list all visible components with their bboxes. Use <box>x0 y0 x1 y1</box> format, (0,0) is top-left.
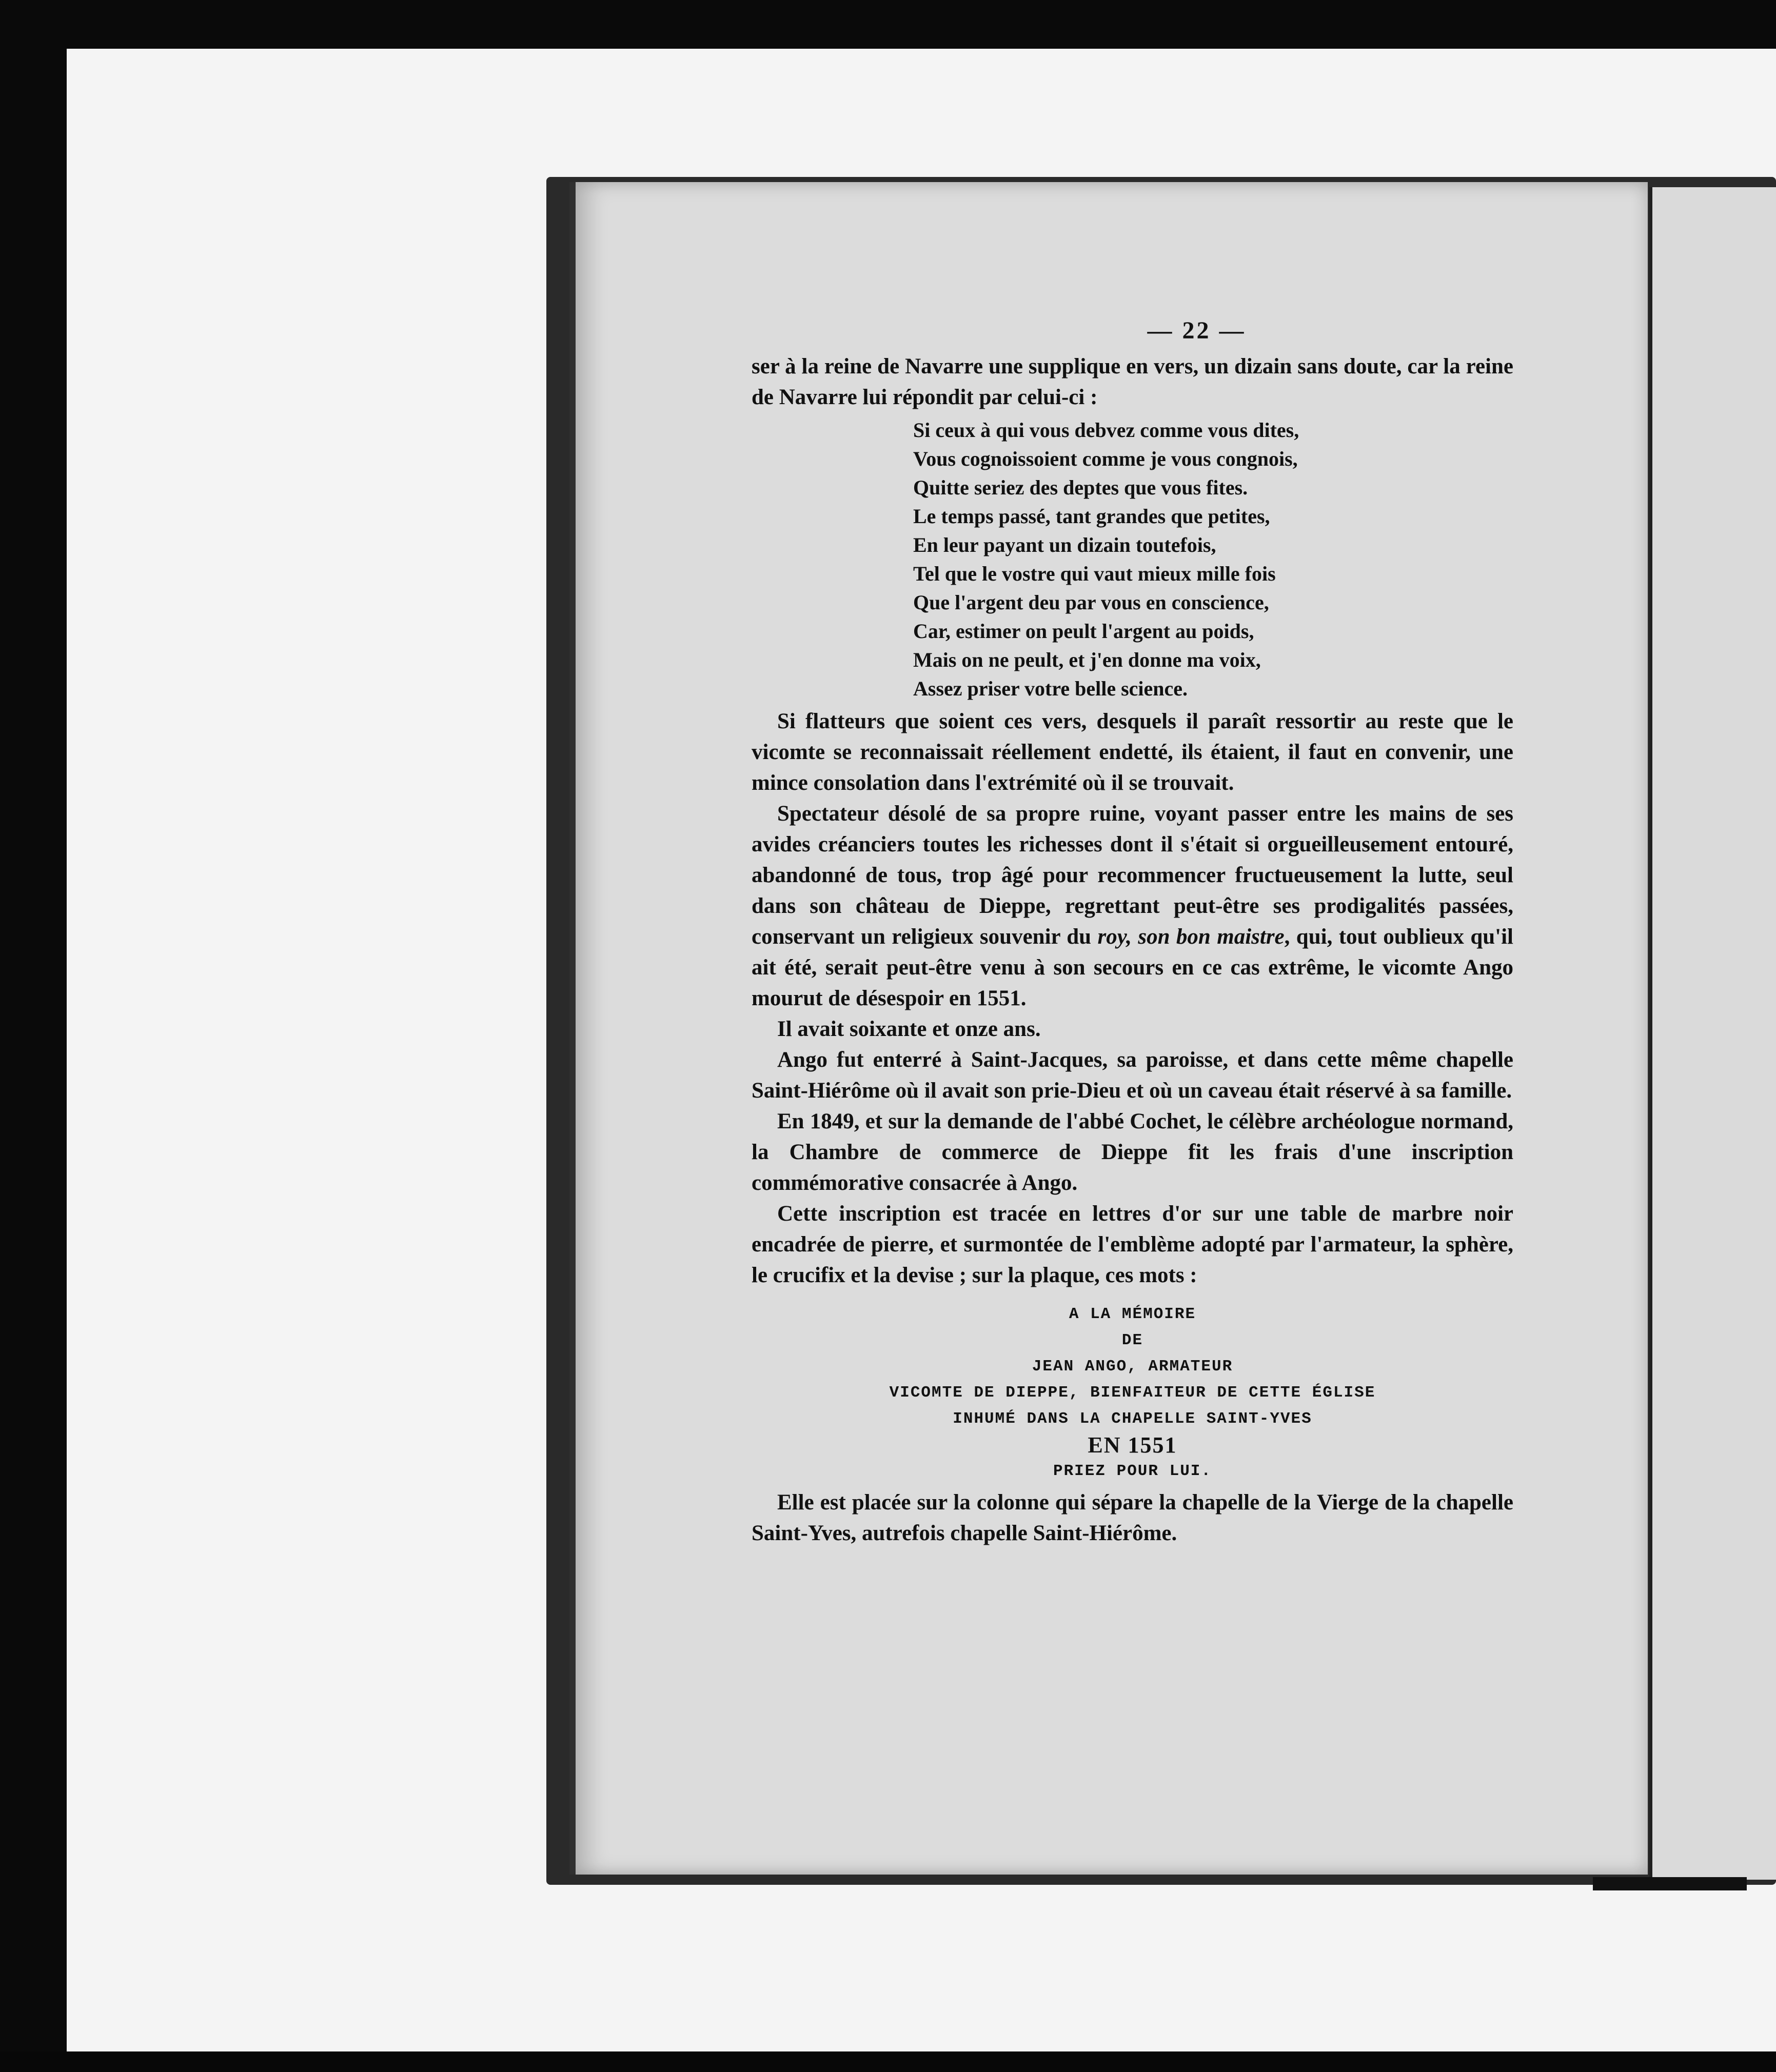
paragraph-burial: Ango fut enterré à Saint-Jacques, sa paroisse, et dans cette même chapelle Saint-Hiérôme où il avait son prie-Dieu et où un caveau était réservé à sa famille. <box>752 1048 1513 1103</box>
inscription-line: PRIEZ POUR LUI. <box>1053 1462 1212 1480</box>
paragraph-1849: En 1849, et sur la demande de l'abbé Cochet, le célèbre archéologue normand, la Chambre de commerce de Dieppe fit les frais d'une inscription commémorative consacrée à Ango. <box>752 1109 1513 1195</box>
poem-line: Quitte seriez des deptes que vous fites. <box>913 476 1248 499</box>
inscription-line: DE <box>1121 1331 1143 1349</box>
poem-line: Le temps passé, tant grandes que petites, <box>913 505 1270 528</box>
inscription-line: A LA MÉMOIRE <box>1069 1305 1196 1323</box>
inscription-line: JEAN ANGO, ARMATEUR <box>1032 1358 1233 1376</box>
poem-line: Que l'argent deu par vous en conscience, <box>913 591 1269 614</box>
paragraph-age: Il avait soixante et onze ans. <box>777 1017 1041 1041</box>
memorial-inscription <box>752 1301 1513 1484</box>
poem-line: Car, estimer on peult l'argent au poids, <box>913 620 1254 643</box>
paragraph-spectateur-part2: , qui, tout oublieux qu'il ait été, serait peut-être venu à son secours en ce cas extrême, le vicomte Ango mourut de désespoir en 1551. <box>752 925 1513 1010</box>
inscription-year: EN 1551 <box>1088 1432 1177 1458</box>
poem-line: Vous cognoissoient comme je vous congnois, <box>913 447 1298 470</box>
paragraph-spectateur-part1: Spectateur désolé de sa propre ruine, voyant passer entre les mains de ses avides créanciers toutes les richesses dont il s'était si orgueilleusement entouré, abandonné de tous, trop âgé pour recommencer fructueusement la lutte, seul dans son château de Dieppe, regrettant peut-être ses prodigalités passées, conservant un religieux souvenir du <box>752 802 1513 949</box>
inscription-line: INHUMÉ DANS LA CHAPELLE SAINT-YVES <box>953 1410 1312 1428</box>
opening-paragraph: ser à la reine de Navarre une supplique en vers, un dizain sans doute, car la reine de Navarre lui répondit par celui-ci : <box>752 354 1513 409</box>
poem-line: En leur payant un dizain toutefois, <box>913 533 1216 556</box>
poem-line: Tel que le vostre qui vaut mieux mille fois <box>913 562 1276 585</box>
right-page-bottom-shadow <box>1593 1877 1747 1890</box>
page-number: — 22 — <box>1147 317 1246 344</box>
paragraph-spectateur-italic: roy, son bon maistre <box>1097 925 1285 949</box>
paragraph-flatteurs: Si flatteurs que soient ces vers, desquels il paraît ressortir au reste que le vicomte se reconnaissait réellement endetté, ils étaient, il faut en convenir, une mince consolation dans l'extrémité où il se trouvait. <box>752 709 1513 795</box>
dizain-poem <box>913 416 1513 703</box>
paragraph-placement: Elle est placée sur la colonne qui sépare la chapelle de la Vierge de la chapelle Saint-Yves, autrefois chapelle Saint-Hiérôme. <box>752 1490 1513 1545</box>
page-text <box>752 315 1513 1549</box>
scanner-bottom-edge <box>0 2051 1776 2072</box>
paragraph-inscription-intro: Cette inscription est tracée en lettres d'or sur une table de marbre noir encadrée de pierre, et surmontée de l'emblème adopté par l'armateur, la sphère, le crucifix et la devise ; sur la plaque, ces mots : <box>752 1202 1513 1287</box>
poem-line: Mais on ne peult, et j'en donne ma voix, <box>913 648 1261 671</box>
paragraph-spectateur <box>752 799 1513 1014</box>
poem-line: Si ceux à qui vous debvez comme vous dites, <box>913 419 1299 442</box>
inscription-line: VICOMTE DE DIEPPE, BIENFAITEUR DE CETTE ÉGLISE <box>889 1384 1376 1402</box>
poem-line: Assez priser votre belle science. <box>913 677 1188 700</box>
right-page-edge <box>1649 187 1776 1880</box>
